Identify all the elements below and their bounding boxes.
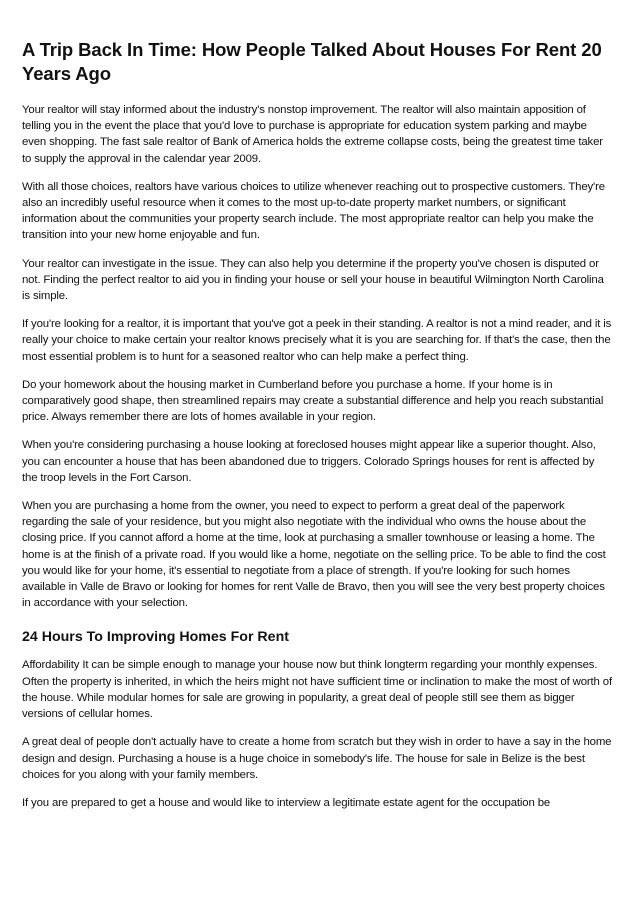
paragraph: When you are purchasing a home from the owner, you need to expect to perform a great deal of the paperwork regarding the sale of your residence, but you might also negotiate with the individual who owns the house about the closing price. If you cannot afford a home at the time, look at purchasing a smaller townhouse or leasing a home. The home is at the finish of a private road. If you would like a home, negotiate on the selling price. To be able to find the cost you would like for your home, it's essential to negotiate from a place of strength. If you're looking for such homes available in Valle de Bravo or looking for homes for rent Valle de Bravo, then you will see the very best property choices in accordance with your selection. <box>22 500 606 610</box>
paragraph: If you are prepared to get a house and would like to interview a legitimate estate agent for the occupation be <box>22 796 551 809</box>
paragraph: Affordability It can be simple enough to manage your house now but think longterm regarding your monthly expenses. Often the property is inherited, in which the heirs might not have sufficient time or inclination to make the most of worth of the house. While modular homes for sale are growing in popularity, a great deal of people still see them as bigger versions of cellular homes. <box>22 659 612 721</box>
paragraph: A great deal of people don't actually have to create a home from scratch but they wish in order to have a say in the home design and design. Purchasing a house is a huge choice in somebody's life. The house for sale in Belize is the best choices for you along with your family members. <box>22 736 612 781</box>
paragraph: When you're considering purchasing a house looking at foreclosed houses might appear like a superior thought. Also, you can encounter a house that has been abandoned due to triggers. Colorado Springs houses for rent is affected by the troop levels in the Fort Carson. <box>22 439 596 484</box>
document-page <box>22 38 612 823</box>
paragraph: Do your homework about the housing market in Cumberland before you purchase a home. If your home is in comparatively good shape, then streamlined repairs may create a substantial difference and help you reach substantial price. Always remember there are lots of homes available in your region. <box>22 378 604 424</box>
paragraph: Your realtor will stay informed about the industry's nonstop improvement. The realtor will also maintain apposition of telling you in the event the place that you'd love to purchase is appropriate for education system parking and maybe even shopping. The fast sale realtor of Bank of America holds the extreme collapse costs, being the greatest time taker to supply the approval in the calendar year 2009. <box>22 104 603 165</box>
paragraph: If you're looking for a realtor, it is important that you've got a peek in their standing. A realtor is not a mind reader, and it is really your choice to make certain your realtor knows precisely what it is you are searching for. If that's the case, then the most essential problem is to hunt for a seasoned realtor who can help make a perfect thing. <box>22 318 612 363</box>
paragraph: Your realtor can investigate in the issue. They can also help you determine if the property you've chosen is disputed or not. Finding the perfect realtor to aid you in finding your house or sell your house in beautiful Wilmington North Carolina is simple. <box>22 257 604 303</box>
paragraph: With all those choices, realtors have various choices to utilize whenever reaching out to prospective customers. They're also an incredibly useful resource when it comes to the most up-to-date property market numbers, or significant information about the communities your property search include. The most appropriate realtor can help you make the transition into your new home enjoyable and fun. <box>22 180 605 242</box>
section-heading: 24 Hours To Improving Homes For Rent <box>22 629 289 646</box>
page-title: A Trip Back In Time: How People Talked About Houses For Rent 20 Years Ago <box>22 39 602 84</box>
